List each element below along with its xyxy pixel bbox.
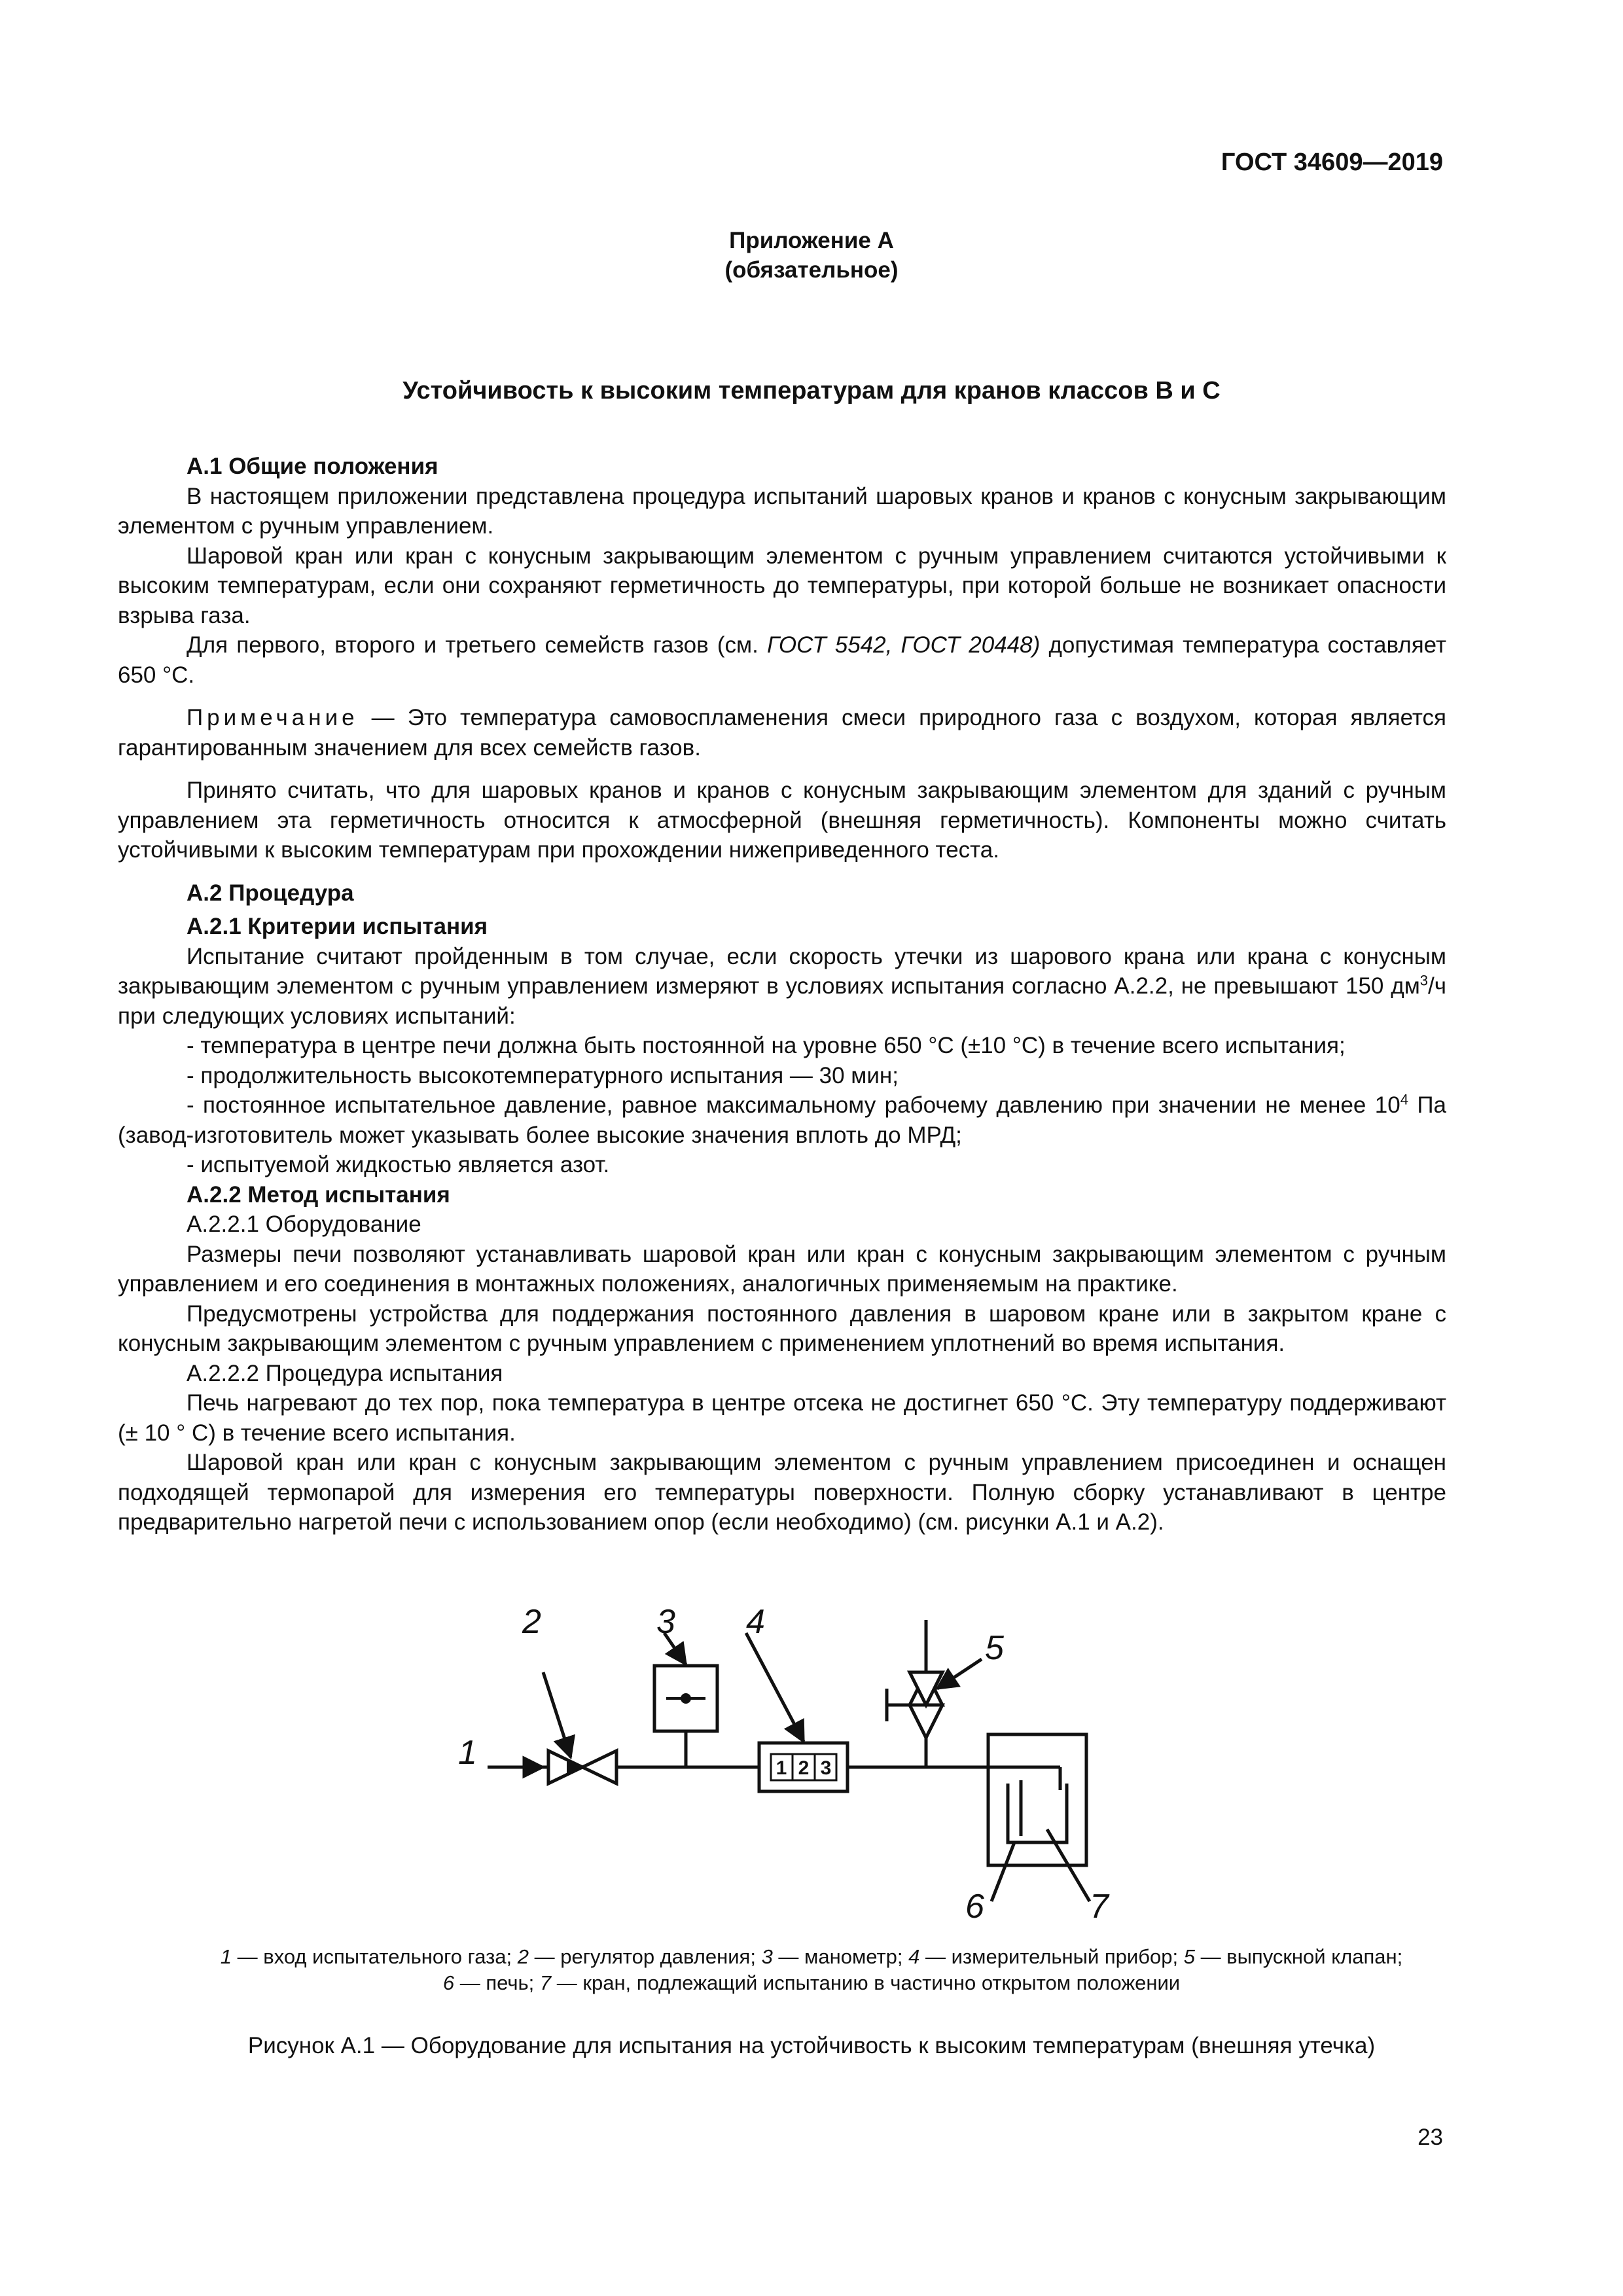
label-1: 1 [458,1734,477,1772]
test-rig-diagram [0,1568,1623,1934]
condition-item: - температура в центре печи должна быть постоянной на уровне 650 °С (±10 °С) в течение всего испытания; [187,1033,1346,1058]
figure-a1 [0,1568,1623,1934]
text-fragment: /ч при следующих условиях испытаний: [118,973,1446,1029]
legend-text: — манометр; [772,1945,909,1968]
page-number: 23 [1418,2125,1443,2150]
legend-text: — измерительный прибор; [919,1945,1184,1968]
annex-label: Приложение А [729,228,894,253]
annex-title: Устойчивость к высоким температурам для кранов классов В и С [402,377,1221,404]
condition-item: - испытуемой жидкостью является азот. [187,1152,610,1177]
legend-number: 6 [442,1971,455,1994]
legend-number: 4 [908,1945,920,1968]
furnace-symbol [988,1734,1086,1865]
meter-digit: 1 [776,1757,787,1779]
label-5: 5 [985,1629,1004,1667]
pressure-regulator-symbol [510,1751,616,1784]
manometer-symbol [654,1666,717,1731]
superscript: 3 [1419,972,1429,989]
label-7: 7 [1090,1888,1109,1926]
label-4: 4 [746,1603,765,1641]
text-fragment: Для первого, второго и третьего семейств газов (см. [187,632,767,658]
annex-heading [0,226,1623,285]
annex-status: (обязательное) [724,257,899,283]
paragraph: Шаровой кран или кран с конусным закрывающим элементом с ручным управлением считаются устойчивыми к высоким температурам, если они сохраняют герметичность до температуры, при которой больше не возникает опасности взрыва газа. [118,543,1446,628]
legend-number: 7 [539,1971,552,1994]
paragraph: Предусмотрены устройства для поддержания постоянного давления в шаровом кране или в закрытом кране с конусным закрывающим элементом с ручным управлением с применением уплотнений во время испытания. [118,1300,1446,1356]
legend-text: — регулятор давления; [529,1945,762,1968]
text-fragment: Испытание считают пройденным в том случае, если скорость утечки из шарового крана или крана с конусным закрывающим элементом с ручным управлением измеряют в условиях испытания согласно А.2.2, не превышают 150 дм [118,943,1446,999]
subsection-heading-a21: А.2.1 Критерии испытания [187,914,488,939]
label-6: 6 [965,1888,984,1926]
subsection-heading-a221: А.2.2.1 Оборудование [187,1211,421,1237]
subsection-heading-a222: А.2.2.2 Процедура испытания [187,1360,503,1386]
legend-number: 5 [1183,1945,1195,1968]
legend-number: 2 [517,1945,529,1968]
subsection-heading-a22: А.2.2 Метод испытания [187,1181,450,1208]
section-heading-a2: А.2 Процедура [187,880,354,906]
document-body [118,452,1446,1537]
leader-5 [937,1659,982,1689]
legend-number: 3 [761,1945,773,1968]
legend-text: — печь; [454,1971,540,1994]
condition-item: - продолжительность высокотемпературного испытания — 30 мин; [187,1062,899,1088]
text-fragment: - постоянное испытательное давление, равное максимальному рабочему давлению при значении не менее 10 [187,1092,1400,1118]
text-fragment: допустимая температура составляет 650 °С. [118,632,1446,688]
document-number: ГОСТ 34609—2019 [1221,149,1443,176]
paragraph: Печь нагревают до тех пор, пока температура в центре отсека не достигнет 650 °С. Эту температуру поддерживают (± 10 ° С) в течение всего испытания. [118,1390,1446,1446]
note [118,703,1446,762]
superscript: 4 [1400,1091,1408,1108]
legend-number: 1 [220,1945,232,1968]
legend-line [0,1970,1623,1996]
legend-text: — кран, подлежащий испытанию в частично открытом положении [551,1971,1181,1994]
meter-digit: 2 [798,1757,810,1779]
standard-reference: ГОСТ 5542, ГОСТ 20448) [766,632,1041,658]
legend-line [0,1944,1623,1970]
label-2: 2 [522,1603,541,1641]
paragraph [118,942,1446,1031]
paragraph [118,630,1446,690]
text-fragment: Па (завод-изготовитель может указывать более высокие значения вплоть до МРД; [118,1092,1446,1148]
figure-caption: Рисунок А.1 — Оборудование для испытания на устойчивость к высоким температурам (внешняя утечка) [247,2033,1376,2058]
leader-4 [746,1633,804,1742]
condition-item [118,1090,1446,1150]
paragraph: В настоящем приложении представлена процедура испытаний шаровых кранов и кранов с конусным закрывающим элементом с ручным управлением. [118,483,1446,539]
legend-text: — выпускной клапан; [1194,1945,1403,1968]
meter-digit: 3 [820,1757,832,1779]
paragraph: Шаровой кран или кран с конусным закрывающим элементом с ручным управлением присоединен и оснащен подходящей термопарой для измерения его температуры поверхности. Полную сборку устанавливают в центре предварительно нагретой печи с использованием опор (если необходимо) (см. рисунки А.1 и А.2). [118,1450,1446,1535]
legend-text: — вход испытательного газа; [232,1945,518,1968]
paragraph: Размеры печи позволяют устанавливать шаровой кран или кран с конусным закрывающим элементом с ручным управлением и его соединения в монтажных положениях, аналогичных применяемым на практике. [118,1241,1446,1297]
leader-2 [543,1672,571,1757]
paragraph: Принято считать, что для шаровых кранов и кранов с конусным закрывающим элементом для зданий с ручным управлением эта герметичность относится к атмосферной (внешняя герметичность). Компоненты можно считать устойчивыми к высоким температурам при прохождении нижеприведенного теста. [118,778,1446,863]
label-3: 3 [656,1603,675,1641]
note-text: — Это температура самовоспламенения смеси природного газа с воздухом, которая является гарантированным значением для всех семейств газов. [118,705,1446,761]
section-heading-a1: А.1 Общие положения [187,454,438,479]
relief-valve-symbol [887,1620,942,1744]
figure-legend [0,1944,1623,1996]
note-label: Примечание [187,705,359,730]
